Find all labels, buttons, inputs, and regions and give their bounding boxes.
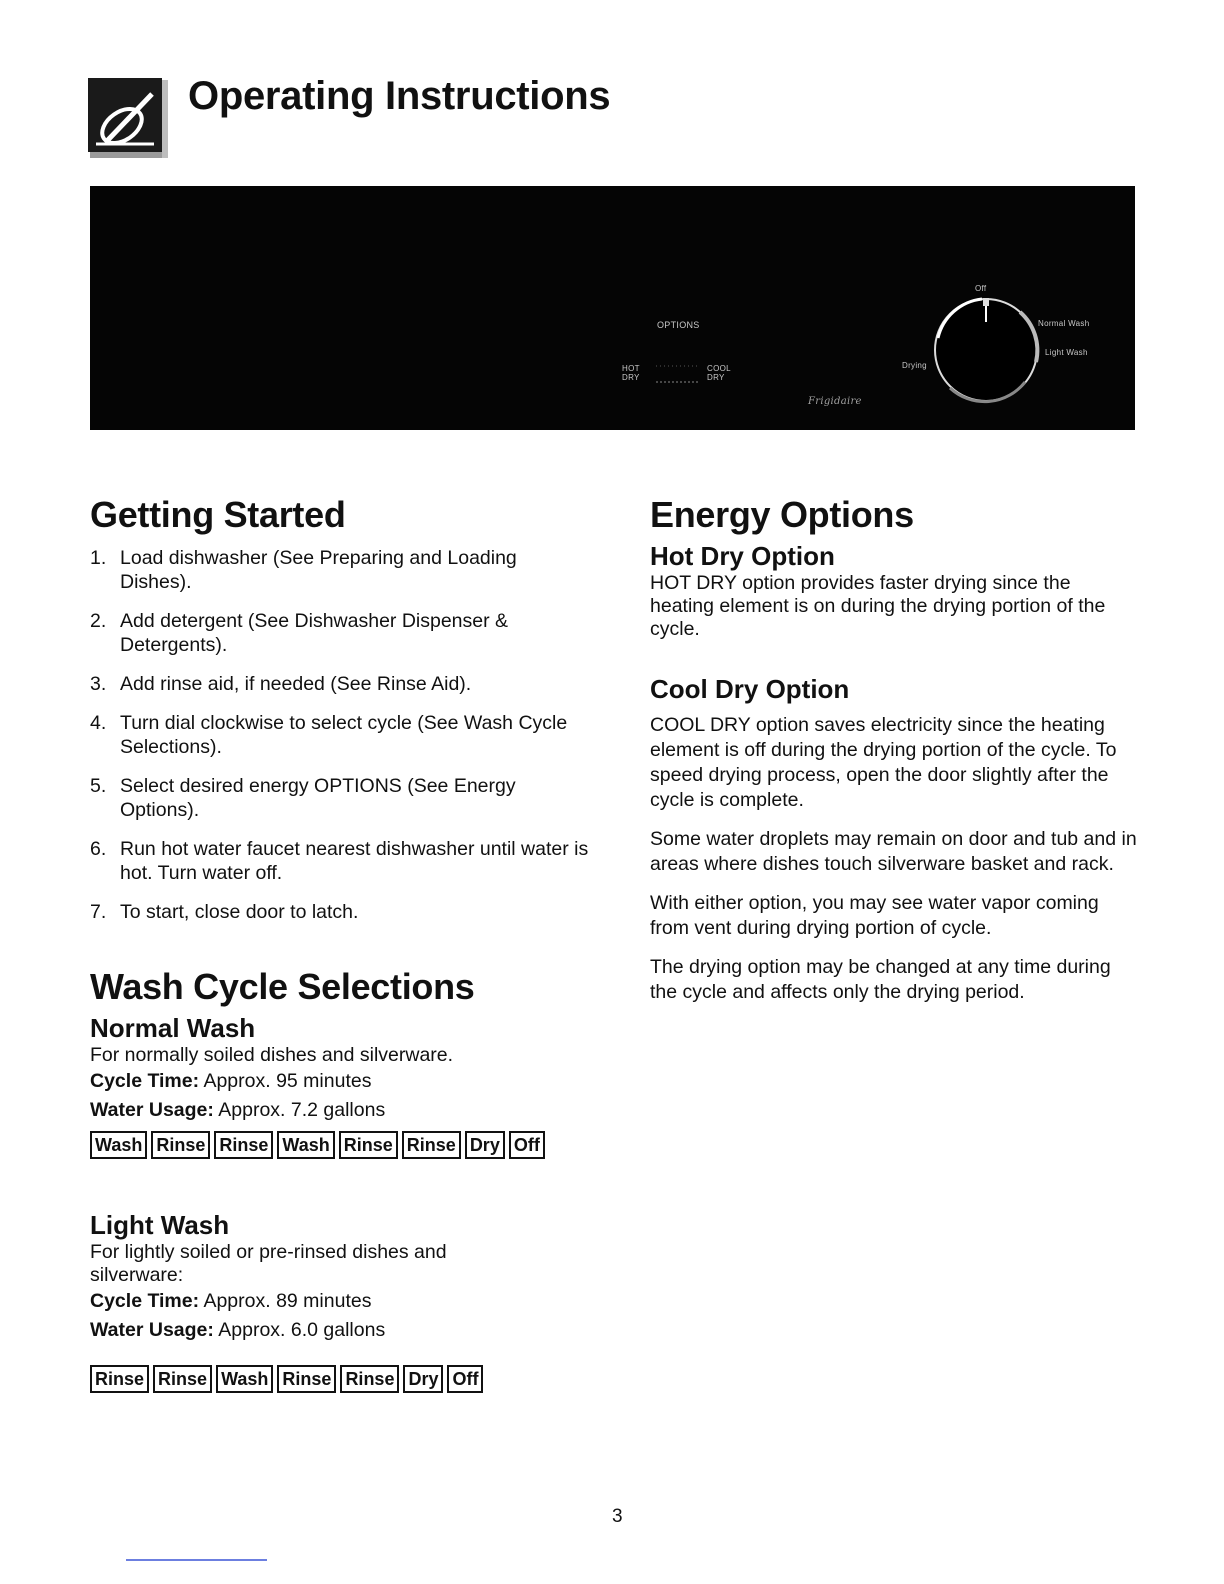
list-item: 1. Load dishwasher (See Preparing and Loading Dishes). <box>90 547 517 593</box>
hot-dry-label: HOT DRY <box>622 364 640 382</box>
options-label: OPTIONS <box>657 320 700 330</box>
hot-dry-title: Hot Dry Option <box>650 541 835 571</box>
light-wash-sequence <box>90 1365 590 1393</box>
normal-wash-desc: For normally soiled dishes and silverware. <box>90 1044 454 1066</box>
list-item: 4. Turn dial clockwise to select cycle (See Wash Cycle Selections). <box>90 712 568 758</box>
normal-wash-water-usage: Water Usage: Approx. 7.2 gallons <box>90 1099 386 1121</box>
cycle-step: Rinse <box>90 1365 149 1393</box>
bottom-rule <box>126 1559 267 1561</box>
cycle-step: Rinse <box>277 1365 336 1393</box>
hot-dry-text: HOT DRY option provides faster drying since the heating element is on during the drying portion of the cycle. <box>650 572 1106 640</box>
cool-dry-title: Cool Dry Option <box>650 674 850 704</box>
energy-options-heading: Energy Options <box>650 494 914 535</box>
list-item: 6. Run hot water faucet nearest dishwasher until water is hot. Turn water off. <box>90 838 589 884</box>
page-number: 3 <box>612 1506 623 1527</box>
wash-cycle-heading: Wash Cycle Selections <box>90 966 475 1007</box>
cycle-step: Off <box>509 1131 545 1159</box>
light-wash-title: Light Wash <box>90 1210 230 1240</box>
cycle-step: Dry <box>465 1131 505 1159</box>
dial-drying-label: Drying <box>902 361 927 370</box>
light-wash-desc: For lightly soiled or pre-rinsed dishes and silverware: <box>90 1241 447 1286</box>
dial-normal-wash-label: Normal Wash <box>1038 319 1090 328</box>
control-panel-graphic <box>90 186 1135 430</box>
list-item: 7. To start, close door to latch. <box>90 901 359 923</box>
normal-wash-sequence <box>90 1131 590 1159</box>
list-item: 2. Add detergent (See Dishwasher Dispenser & Detergents). <box>90 610 509 656</box>
cool-dry-paragraph: The drying option may be changed at any time during the cycle and affects only the drying period. <box>650 956 1111 1003</box>
cool-dry-paragraph: COOL DRY option saves electricity since the heating element is off during the drying portion of the cycle. To speed drying process, open the door slightly after the cycle is complete. <box>650 714 1117 811</box>
page-header <box>88 72 788 162</box>
page-title: Operating Instructions <box>188 74 611 118</box>
dial-light-wash-label: Light Wash <box>1045 348 1088 357</box>
list-item: 3. Add rinse aid, if needed (See Rinse Aid). <box>90 673 472 695</box>
cycle-step: Wash <box>277 1131 334 1159</box>
normal-wash-cycle-time: Cycle Time: Approx. 95 minutes <box>90 1070 372 1092</box>
control-panel-illustration <box>90 186 1135 430</box>
cycle-step: Wash <box>216 1365 273 1393</box>
normal-wash-title: Normal Wash <box>90 1013 256 1043</box>
cool-dry-label: COOL DRY <box>707 364 731 382</box>
cool-dry-paragraph: Some water droplets may remain on door and tub and in areas where dishes touch silverware basket and rack. <box>650 828 1137 875</box>
cycle-step: Rinse <box>214 1131 273 1159</box>
light-wash-water-usage: Water Usage: Approx. 6.0 gallons <box>90 1319 386 1341</box>
left-column <box>90 492 590 1393</box>
cycle-step: Wash <box>90 1131 147 1159</box>
list-item: 5. Select desired energy OPTIONS (See Energy Options). <box>90 775 516 821</box>
cycle-step: Off <box>447 1365 483 1393</box>
getting-started-heading: Getting Started <box>90 494 346 535</box>
cycle-step: Rinse <box>402 1131 461 1159</box>
cool-dry-paragraph: With either option, you may see water vapor coming from vent during drying portion of cycle. <box>650 892 1099 939</box>
getting-started-steps <box>90 546 590 924</box>
light-wash-cycle-time: Cycle Time: Approx. 89 minutes <box>90 1290 372 1312</box>
cycle-step: Rinse <box>153 1365 212 1393</box>
dial-off-label: Off <box>975 284 987 293</box>
cycle-step: Rinse <box>340 1365 399 1393</box>
brand-logo: Frigidaire <box>808 396 862 407</box>
cycle-step: Dry <box>403 1365 443 1393</box>
right-column <box>650 492 1150 1005</box>
cycle-step: Rinse <box>339 1131 398 1159</box>
dish-icon <box>88 78 170 160</box>
cycle-step: Rinse <box>151 1131 210 1159</box>
